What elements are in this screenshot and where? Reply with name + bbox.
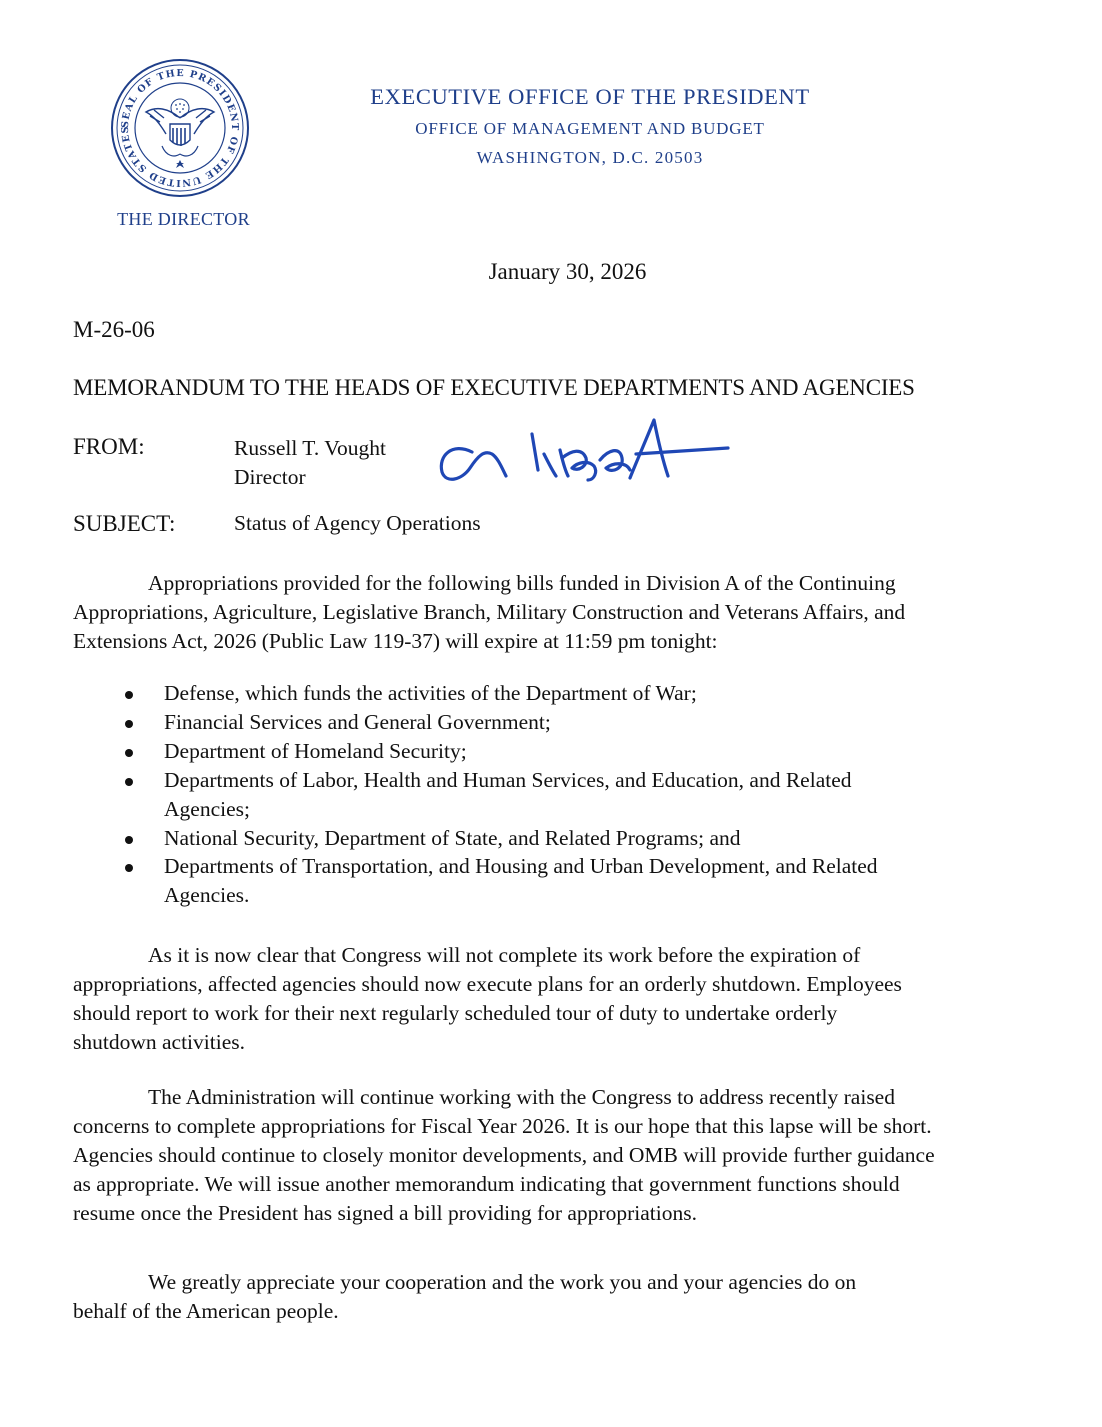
paragraph-line: resume once the President has signed a bill providing for appropriations. bbox=[73, 1200, 697, 1225]
paragraph-line: The Administration will continue working with the Congress to address recently raised bbox=[148, 1085, 895, 1109]
list-item-text: Department of Homeland Security; bbox=[164, 738, 467, 763]
list-item-text: Financial Services and General Government; bbox=[164, 709, 551, 734]
bullet-icon bbox=[125, 778, 133, 786]
list-item-text: Agencies; bbox=[164, 796, 250, 821]
paragraph-line: Extensions Act, 2026 (Public Law 119-37) will expire at 11:59 pm tonight: bbox=[73, 628, 718, 653]
seal-ring-text: SEAL OF THE PRESIDENT OF THE UNITED STATES bbox=[119, 67, 241, 189]
list-item bbox=[73, 737, 1023, 766]
paragraph-line: Appropriations provided for the following bills funded in Division A of the Continuing bbox=[148, 571, 896, 595]
memo-title: MEMORANDUM TO THE HEADS OF EXECUTIVE DEPARTMENTS AND AGENCIES bbox=[73, 375, 915, 400]
bill-list bbox=[73, 679, 1023, 910]
list-item-text: Departments of Transportation, and Housing and Urban Development, and Related bbox=[164, 854, 878, 879]
memo-date: January 30, 2026 bbox=[488, 259, 647, 284]
paragraph-1 bbox=[73, 569, 1023, 656]
paragraph-2 bbox=[73, 941, 1023, 1057]
paragraph-line: appropriations, affected agencies should now execute plans for an orderly shutdown. Employees bbox=[73, 971, 902, 996]
paragraph-line: Appropriations, Agriculture, Legislative Branch, Military Construction and Veterans Affairs, and bbox=[73, 599, 906, 624]
bullet-icon bbox=[125, 691, 133, 699]
letterhead-line-2: OFFICE OF MANAGEMENT AND BUDGET bbox=[415, 119, 765, 138]
paragraph-line: should report to work for their next regularly scheduled tour of duty to undertake orderly bbox=[73, 1000, 838, 1025]
seal-label: THE DIRECTOR bbox=[117, 209, 250, 229]
paragraph-line: As it is now clear that Congress will not complete its work before the expiration of bbox=[148, 943, 861, 967]
bullet-icon bbox=[125, 720, 133, 728]
letterhead-line-3: WASHINGTON, D.C. 20503 bbox=[476, 148, 704, 167]
paragraph-line: We greatly appreciate your cooperation and the work you and your agencies do on bbox=[148, 1270, 857, 1294]
paragraph-4 bbox=[73, 1268, 1023, 1326]
bullet-icon bbox=[125, 864, 133, 872]
list-item-text: Agencies. bbox=[164, 883, 250, 908]
paragraph-line: shutdown activities. bbox=[73, 1029, 245, 1054]
memo-number: M-26-06 bbox=[73, 317, 155, 342]
paragraph-line: behalf of the American people. bbox=[73, 1298, 339, 1323]
paragraph-line: Agencies should continue to closely monitor developments, and OMB will provide further guidance bbox=[73, 1142, 935, 1167]
letterhead-line-1: EXECUTIVE OFFICE OF THE PRESIDENT bbox=[370, 84, 810, 109]
bullet-icon bbox=[125, 749, 133, 757]
bullet-icon bbox=[125, 836, 133, 844]
paragraph-3 bbox=[73, 1083, 1023, 1228]
list-item-text: Defense, which funds the activities of the Department of War; bbox=[164, 681, 697, 705]
from-block bbox=[234, 434, 386, 492]
list-item bbox=[73, 766, 1023, 824]
from-label: FROM: bbox=[73, 434, 145, 459]
subject-text: Status of Agency Operations bbox=[234, 511, 481, 535]
list-item-text: National Security, Department of State, and Related Programs; and bbox=[164, 825, 741, 850]
from-name: Russell T. Vought bbox=[234, 436, 386, 460]
handwritten-signature bbox=[432, 410, 732, 496]
paragraph-line: as appropriate. We will issue another memorandum indicating that government functions should bbox=[73, 1171, 900, 1196]
presidential-seal-icon bbox=[110, 58, 250, 198]
list-item bbox=[73, 708, 1023, 737]
subject-label: SUBJECT: bbox=[73, 511, 176, 536]
list-item bbox=[73, 679, 1023, 708]
from-title: Director bbox=[234, 465, 306, 489]
list-item bbox=[73, 852, 1023, 910]
list-item bbox=[73, 824, 1023, 853]
paragraph-line: concerns to complete appropriations for Fiscal Year 2026. It is our hope that this lapse will be short. bbox=[73, 1113, 932, 1138]
list-item-text: Departments of Labor, Health and Human Services, and Education, and Related bbox=[164, 767, 852, 792]
